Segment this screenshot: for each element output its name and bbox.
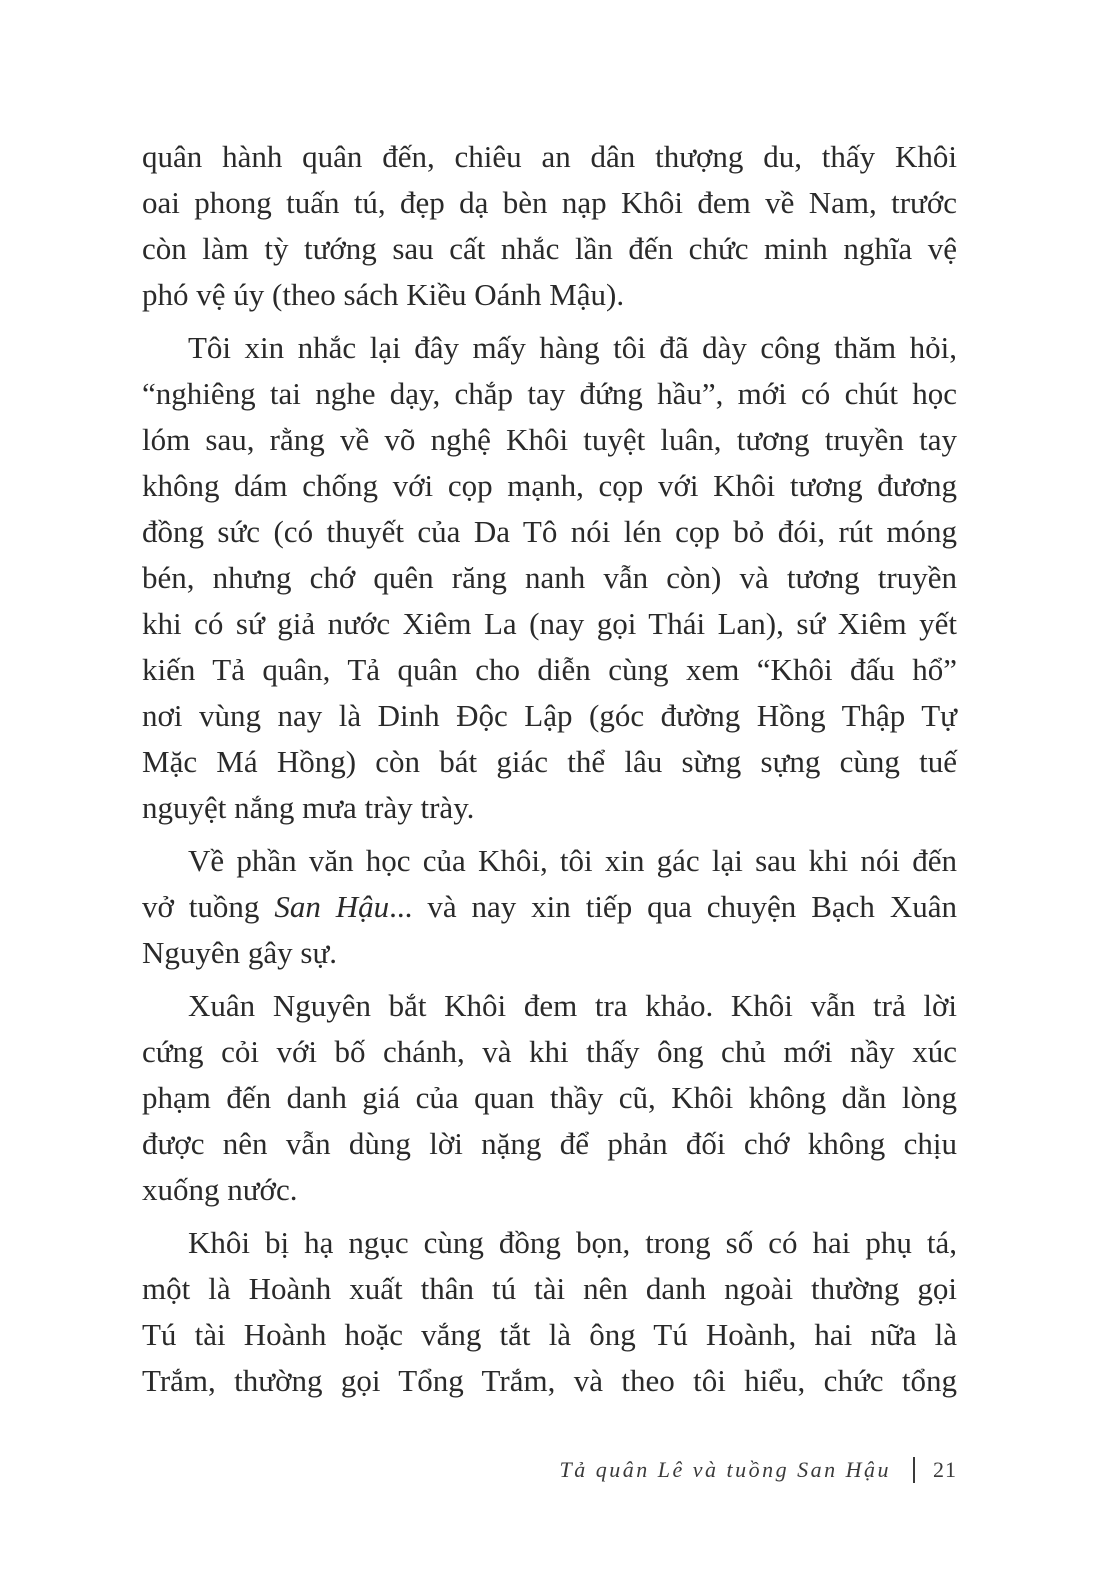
body-text	[142, 134, 957, 1404]
text-line: Xuân Nguyên bắt Khôi đem tra khảo. Khôi vẫn trả lời	[188, 988, 957, 1023]
text-line: lóm sau, rằng về võ nghệ Khôi tuyệt luân, tương truyền tay	[142, 422, 957, 457]
text-line: một là Hoành xuất thân tú tài nên danh ngoài thường gọi	[142, 1271, 957, 1306]
text-line: được nên vẫn dùng lời nặng để phản đối chớ không chịu	[142, 1126, 957, 1161]
text-line: xuống nước.	[142, 1172, 298, 1207]
text-line: còn làm tỳ tướng sau cất nhắc lần đến chức minh nghĩa vệ	[142, 231, 957, 266]
paragraph-2	[142, 325, 957, 831]
text-line: phó vệ úy (theo sách Kiều Oánh Mậu).	[142, 277, 625, 312]
text-line: Nguyên gây sự.	[142, 935, 338, 970]
footer-divider	[913, 1457, 915, 1483]
paragraph-3	[142, 838, 957, 976]
page-footer	[560, 1455, 958, 1485]
text-line: nơi vùng nay là Dinh Độc Lập (góc đường Hồng Thập Tự	[142, 698, 957, 733]
paragraph-4	[142, 983, 957, 1213]
text-line: phạm đến danh giá của quan thầy cũ, Khôi không dằn lòng	[142, 1080, 957, 1115]
text-line: khi có sứ giả nước Xiêm La (nay gọi Thái Lan), sứ Xiêm yết	[142, 606, 957, 641]
text-line: Trắm, thường gọi Tổng Trắm, và theo tôi hiểu, chức tổng	[142, 1363, 957, 1398]
text-line: Về phần văn học của Khôi, tôi xin gác lại sau khi nói đến	[188, 843, 957, 878]
text-line: Khôi bị hạ ngục cùng đồng bọn, trong số có hai phụ tá,	[188, 1225, 957, 1260]
text-line: cứng cỏi với bố chánh, và khi thấy ông chủ mới nầy xúc	[142, 1034, 957, 1069]
text-line: quân hành quân đến, chiêu an dân thượng du, thấy Khôi	[142, 139, 957, 174]
text-line: bén, nhưng chớ quên răng nanh vẫn còn) và tương truyền	[142, 560, 957, 595]
paragraph-1	[142, 134, 957, 318]
text-line: Mặc Má Hồng) còn bát giác thể lâu sừng sựng cùng tuế	[142, 744, 957, 779]
text-line: kiến Tả quân, Tả quân cho diễn cùng xem “Khôi đấu hổ”	[142, 652, 957, 687]
text-line: không dám chống với cọp mạnh, cọp với Khôi tương đương	[142, 468, 957, 503]
text-line	[142, 884, 957, 930]
text-line: đồng sức (có thuyết của Da Tô nói lén cọp bỏ đói, rút móng	[142, 514, 957, 549]
text-line: “nghiêng tai nghe dạy, chắp tay đứng hầu”, mới có chút học	[142, 376, 957, 411]
text-line: nguyệt nắng mưa trày trày.	[142, 790, 475, 825]
text-segment: vở tuồng	[142, 889, 275, 924]
page-number: 21	[933, 1457, 957, 1482]
text-line: Tú tài Hoành hoặc vắng tắt là ông Tú Hoành, hai nữa là	[142, 1317, 957, 1352]
running-title: Tả quân Lê và tuồng San Hậu	[559, 1457, 891, 1482]
paragraph-5	[142, 1220, 957, 1404]
text-line: Tôi xin nhắc lại đây mấy hàng tôi đã dày công thăm hỏi,	[188, 330, 957, 365]
text-line: oai phong tuấn tú, đẹp dạ bèn nạp Khôi đem về Nam, trước	[142, 185, 957, 220]
text-segment: ... và nay xin tiếp qua chuyện Bạch Xuân	[389, 889, 957, 924]
play-title-italic: San Hậu	[274, 889, 390, 924]
